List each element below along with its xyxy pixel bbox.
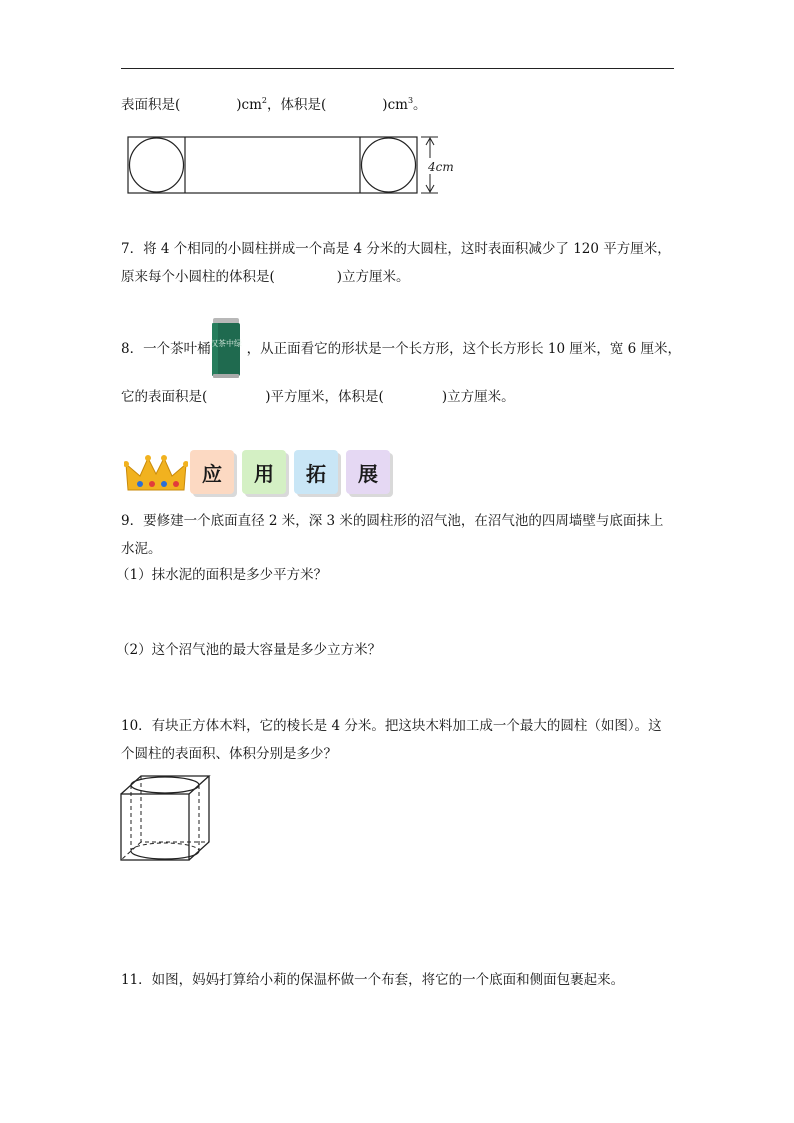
q8-volume-prefix: )平方厘米，体积是( <box>265 389 384 405</box>
cube-cylinder-figure <box>116 772 220 866</box>
q10-line2: 个圆柱的表面积、体积分别是多少？ <box>121 746 337 762</box>
tea-can-base <box>213 374 239 378</box>
q10-line1: 10．有块正方体木料，它的棱长是 4 分米。把这块木料加工成一个最大的圆柱（如图）。这 <box>121 718 662 734</box>
volume-unit: )cm <box>382 97 408 113</box>
badge-yong: 用 <box>242 450 286 494</box>
q9-sub2: （2）这个沼气池的最大容量是多少立方米？ <box>116 642 382 658</box>
q7-line2 <box>121 268 410 286</box>
cylinder-net-figure <box>120 130 470 200</box>
badge-tuo: 拓 <box>294 450 338 494</box>
surface-unit-exponent: 2 <box>261 96 268 105</box>
tea-can-label: 汉茶中绿 <box>210 339 242 348</box>
dim-label: 4cm <box>428 160 454 174</box>
net-right-circle <box>362 138 416 192</box>
volume-tail: 。 <box>413 97 427 113</box>
surface-prefix: 表面积是( <box>121 97 181 113</box>
q7-suffix: )立方厘米。 <box>336 269 410 285</box>
q8-prefix: 8．一个茶叶桶 <box>121 341 211 357</box>
q8-line1 <box>121 340 681 358</box>
q9-sub1: （1）抹水泥的面积是多少平方米？ <box>116 567 328 583</box>
badge-ying: 应 <box>190 450 234 494</box>
q7-prefix: 原来每个小圆柱的体积是( <box>121 269 275 285</box>
section-header-apply-extend <box>124 448 414 498</box>
q11-line1: 11．如图，妈妈打算给小莉的保温杯做一个布套，将它的一个底面和侧面包裹起来。 <box>121 972 625 988</box>
surface-volume-line <box>121 96 427 114</box>
surface-unit: )cm <box>236 97 262 113</box>
tea-can-highlight <box>212 323 218 376</box>
q9-line2: 水泥。 <box>121 541 162 557</box>
crown-icon <box>124 454 188 494</box>
header-rule <box>121 68 674 69</box>
tea-can-image <box>210 318 242 378</box>
net-rectangle <box>128 137 417 193</box>
q8-volume-suffix: )立方厘米。 <box>441 389 515 405</box>
q9-line1: 9．要修建一个底面直径 2 米，深 3 米的圆柱形的沼气池，在沼气池的四周墙壁与底面抹上 <box>121 513 664 529</box>
net-left-circle <box>130 138 184 192</box>
q8-line2 <box>121 388 515 406</box>
q8-surface-prefix: 它的表面积是( <box>121 389 208 405</box>
q7-line1: 7．将 4 个相同的小圆柱拼成一个高是 4 分米的大圆柱，这时表面积减少了 120 平方厘米， <box>121 241 671 257</box>
q8-body: ，从正面看它的形状是一个长方形，这个长方形长 10 厘米，宽 6 厘米， <box>246 341 682 357</box>
badge-zhan: 展 <box>346 450 390 494</box>
volume-prefix: ，体积是( <box>267 97 327 113</box>
cube-top-edges <box>121 776 209 794</box>
volume-unit-exponent: 3 <box>407 96 414 105</box>
